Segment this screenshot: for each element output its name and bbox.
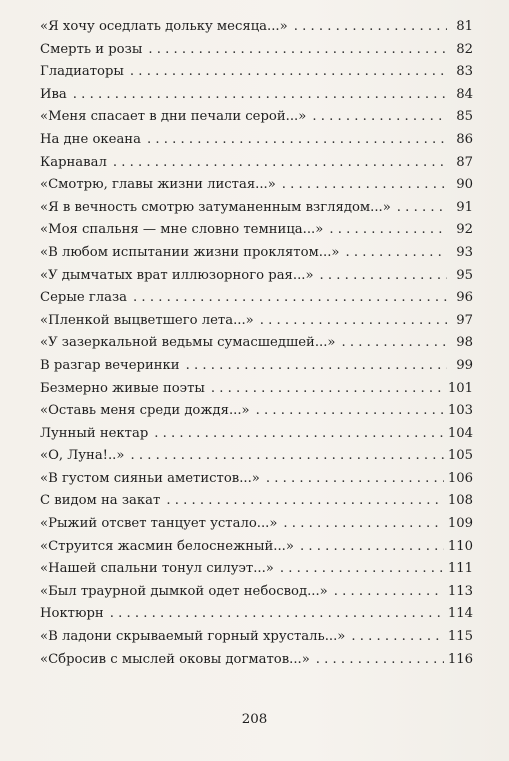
toc-entry-page: 81 bbox=[456, 19, 473, 34]
toc-entry-title: «В густом сияньи аметистов...» bbox=[40, 470, 260, 486]
toc-entry bbox=[40, 129, 473, 152]
toc-entry-title: Безмерно живые поэты bbox=[40, 380, 205, 396]
dot-leader bbox=[110, 603, 444, 626]
toc-entry-page: 87 bbox=[456, 154, 473, 170]
toc-entry-title: Ноктюрн bbox=[40, 606, 104, 622]
toc-entry bbox=[40, 355, 473, 378]
dot-leader bbox=[130, 445, 443, 468]
dot-leader bbox=[266, 468, 444, 491]
toc-entry bbox=[40, 61, 473, 84]
dot-leader bbox=[300, 536, 444, 559]
toc-entry bbox=[40, 16, 473, 39]
dot-leader bbox=[113, 152, 447, 175]
toc-entry bbox=[40, 513, 473, 536]
toc-entry bbox=[40, 197, 473, 220]
toc-entry-title: «Пленкой выцветшего лета...» bbox=[40, 312, 254, 328]
dot-leader bbox=[73, 84, 447, 107]
toc-entry bbox=[40, 581, 473, 604]
dot-leader bbox=[166, 490, 444, 513]
toc-entry-page: 115 bbox=[447, 629, 473, 645]
toc-entry-page: 99 bbox=[456, 357, 473, 373]
toc-entry-page: 116 bbox=[447, 651, 473, 667]
toc-entry-page: 83 bbox=[456, 64, 473, 80]
toc-entry-page: 93 bbox=[456, 244, 473, 260]
toc-entry bbox=[40, 490, 473, 513]
toc-entry-title: На дне океана bbox=[40, 131, 141, 147]
toc-entry-title: Смерть и розы bbox=[40, 41, 143, 57]
toc-entry-title: «Меня спасает в дни печали серой...» bbox=[40, 109, 307, 125]
dot-leader bbox=[397, 197, 447, 220]
toc-entry-page: 101 bbox=[447, 380, 473, 396]
toc-entry-page: 82 bbox=[456, 41, 473, 57]
toc-entry-page: 85 bbox=[456, 109, 473, 125]
dot-leader bbox=[211, 378, 444, 401]
dot-leader bbox=[312, 106, 447, 129]
toc-entry-page: 84 bbox=[456, 86, 473, 102]
toc-entry bbox=[40, 603, 473, 626]
toc-entry-title: Гладиаторы bbox=[40, 64, 124, 80]
dot-leader bbox=[154, 423, 444, 446]
dot-leader bbox=[341, 332, 447, 355]
toc-entry bbox=[40, 378, 473, 401]
toc-entry-title: «Сбросив с мыслей оковы догматов...» bbox=[40, 651, 310, 667]
dot-leader bbox=[130, 61, 447, 84]
toc-entry-page: 98 bbox=[456, 335, 473, 351]
toc-entry-title: «Моя спальня — мне словно темница...» bbox=[40, 222, 324, 238]
toc-entry bbox=[40, 242, 473, 265]
toc-entry bbox=[40, 626, 473, 649]
toc-entry-page: 111 bbox=[447, 561, 473, 577]
dot-leader bbox=[280, 558, 444, 581]
toc-entry-page: 106 bbox=[447, 470, 473, 486]
toc-entry-title: «В любом испытании жизни проклятом...» bbox=[40, 244, 340, 260]
toc-entry bbox=[40, 536, 473, 559]
toc-entry-title: «Рыжий отсвет танцует устало...» bbox=[40, 516, 278, 532]
toc-entry bbox=[40, 332, 473, 355]
toc-entry-title: Лунный нектар bbox=[40, 425, 149, 441]
toc-entry-page: 91 bbox=[456, 199, 473, 215]
toc-entry-page: 114 bbox=[447, 606, 473, 622]
page-number: 208 bbox=[241, 712, 268, 727]
toc-entry-title: «У зазеркальной ведьмы сумасшедшей...» bbox=[40, 335, 336, 351]
toc-entry-page: 104 bbox=[447, 425, 473, 441]
toc-entry bbox=[40, 468, 473, 491]
toc-entry-title: Ива bbox=[40, 86, 67, 102]
toc-entry-page: 113 bbox=[447, 583, 473, 599]
toc-entry-title: «Я в вечность смотрю затуманенным взглядом...» bbox=[40, 199, 391, 215]
toc-entry-page: 95 bbox=[456, 267, 473, 283]
toc-entry-page: 105 bbox=[447, 448, 473, 464]
table-of-contents bbox=[40, 16, 473, 671]
toc-entry bbox=[40, 39, 473, 62]
dot-leader bbox=[345, 242, 447, 265]
toc-entry bbox=[40, 174, 473, 197]
dot-leader bbox=[351, 626, 443, 649]
toc-entry bbox=[40, 558, 473, 581]
dot-leader bbox=[147, 129, 447, 152]
dot-leader bbox=[256, 400, 444, 423]
toc-entry bbox=[40, 84, 473, 107]
dot-leader bbox=[260, 310, 447, 333]
toc-entry-title: «Оставь меня среди дождя...» bbox=[40, 403, 250, 419]
dot-leader bbox=[186, 355, 447, 378]
toc-entry bbox=[40, 106, 473, 129]
toc-entry bbox=[40, 445, 473, 468]
toc-entry bbox=[40, 152, 473, 175]
toc-entry-title: С видом на закат bbox=[40, 493, 161, 509]
toc-entry bbox=[40, 310, 473, 333]
toc-entry bbox=[40, 423, 473, 446]
toc-entry bbox=[40, 649, 473, 672]
toc-entry-title: «Струится жасмин белоснежный...» bbox=[40, 538, 294, 554]
toc-entry bbox=[40, 287, 473, 310]
toc-entry-title: «В ладони скрываемый горный хрусталь...» bbox=[40, 629, 346, 645]
toc-entry-title: «О, Луна!..» bbox=[40, 448, 125, 464]
toc-entry-title: Серые глаза bbox=[40, 290, 128, 306]
toc-entry-page: 103 bbox=[447, 403, 473, 419]
dot-leader bbox=[329, 219, 447, 242]
dot-leader bbox=[316, 649, 444, 672]
toc-entry-title: В разгар вечеринки bbox=[40, 357, 180, 373]
toc-entry-title: «У дымчатых врат иллюзорного рая...» bbox=[40, 267, 314, 283]
toc-entry-page: 90 bbox=[456, 177, 473, 193]
toc-entry-page: 97 bbox=[456, 312, 473, 328]
dot-leader bbox=[294, 16, 447, 39]
toc-entry-page: 96 bbox=[456, 290, 473, 306]
dot-leader bbox=[283, 513, 443, 536]
dot-leader bbox=[334, 581, 444, 604]
toc-entry-page: 92 bbox=[456, 222, 473, 238]
dot-leader bbox=[282, 174, 447, 197]
toc-entry-title: «Был траурной дымкой одет небосвод...» bbox=[40, 583, 328, 599]
toc-entry-title: «Я хочу оседлать дольку месяца...» bbox=[40, 19, 288, 34]
toc-entry-title: «Смотрю, главы жизни листая...» bbox=[40, 177, 276, 193]
dot-leader bbox=[320, 265, 447, 288]
toc-entry-page: 86 bbox=[456, 131, 473, 147]
toc-entry-page: 108 bbox=[447, 493, 473, 509]
toc-entry-page: 109 bbox=[447, 516, 473, 532]
toc-entry bbox=[40, 219, 473, 242]
toc-entry bbox=[40, 400, 473, 423]
dot-leader bbox=[148, 39, 447, 62]
toc-entry-title: Карнавал bbox=[40, 154, 107, 170]
toc-entry bbox=[40, 265, 473, 288]
toc-entry-title: «Нашей спальни тонул силуэт...» bbox=[40, 561, 274, 577]
dot-leader bbox=[133, 287, 447, 310]
toc-entry-page: 110 bbox=[447, 538, 473, 554]
